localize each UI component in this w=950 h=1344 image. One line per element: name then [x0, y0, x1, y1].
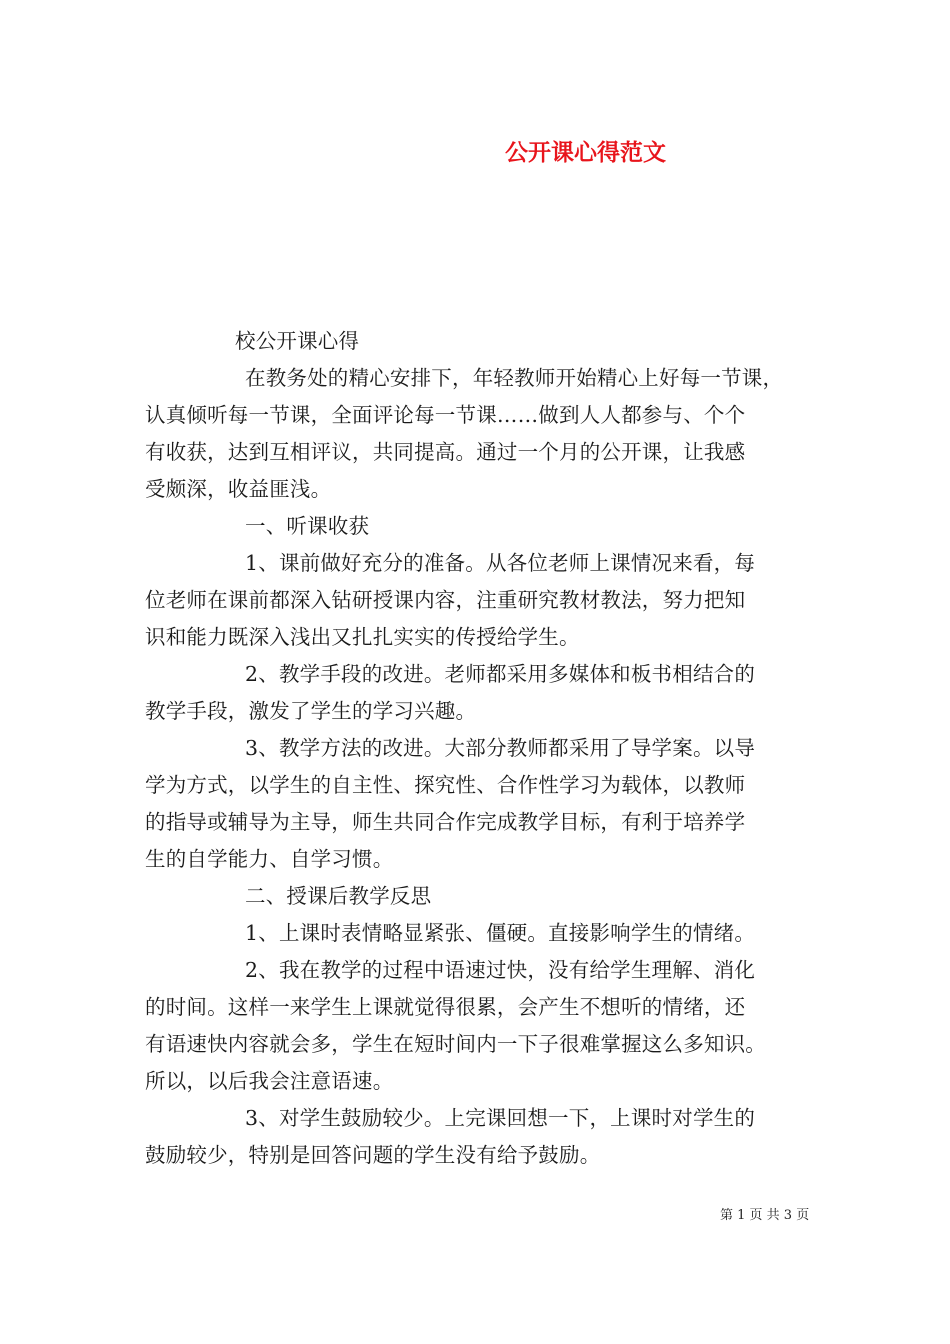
paragraph-line: 认真倾听每一节课，全面评论每一节课……做到人人都参与、个个 — [145, 403, 746, 427]
paragraph-line: 的指导或辅导为主导，师生共同合作完成教学目标，有利于培养学 — [145, 810, 746, 834]
paragraph-line: 识和能力既深入浅出又扎扎实实的传授给学生。 — [145, 625, 580, 649]
page-number: 第 1 页 共 3 页 — [720, 1208, 810, 1223]
paragraph-line: 位老师在课前都深入钻研授课内容，注重研究教材教法，努力把知 — [145, 588, 746, 612]
paragraph-line: 受颇深，收益匪浅。 — [145, 477, 332, 501]
paragraph-line: 在教务处的精心安排下，年轻教师开始精心上好每一节课， — [245, 366, 784, 390]
paragraph-line: 教学手段，激发了学生的学习兴趣。 — [145, 699, 477, 723]
paragraph-line: 的时间。这样一来学生上课就觉得很累，会产生不想听的情绪，还 — [145, 995, 746, 1019]
section-heading: 校公开课心得 — [235, 329, 360, 353]
paragraph-line: 3、教学方法的改进。大部分教师都采用了导学案。以导 — [245, 736, 756, 760]
paragraph-line: 有语速快内容就会多，学生在短时间内一下子很难掌握这么多知识。 — [145, 1032, 766, 1056]
paragraph-line: 所以，以后我会注意语速。 — [145, 1069, 394, 1093]
paragraph-line: 2、我在教学的过程中语速过快，没有给学生理解、消化 — [245, 958, 756, 982]
paragraph-line: 鼓励较少，特别是回答问题的学生没有给予鼓励。 — [145, 1143, 601, 1167]
paragraph-line: 2、教学手段的改进。老师都采用多媒体和板书相结合的 — [245, 662, 756, 686]
paragraph-line: 学为方式，以学生的自主性、探究性、合作性学习为载体，以教师 — [145, 773, 746, 797]
paragraph-line: 生的自学能力、自学习惯。 — [145, 847, 394, 871]
paragraph-line: 1、上课时表情略显紧张、僵硬。直接影响学生的情绪。 — [245, 921, 756, 945]
section-heading: 二、授课后教学反思 — [245, 884, 432, 908]
paragraph-line: 1、课前做好充分的准备。从各位老师上课情况来看，每 — [245, 551, 756, 575]
document-title: 公开课心得范文 — [505, 139, 666, 166]
paragraph-line: 有收获，达到互相评议，共同提高。通过一个月的公开课，让我感 — [145, 440, 746, 464]
paragraph-line: 3、对学生鼓励较少。上完课回想一下，上课时对学生的 — [245, 1106, 756, 1130]
section-heading: 一、听课收获 — [245, 514, 370, 538]
